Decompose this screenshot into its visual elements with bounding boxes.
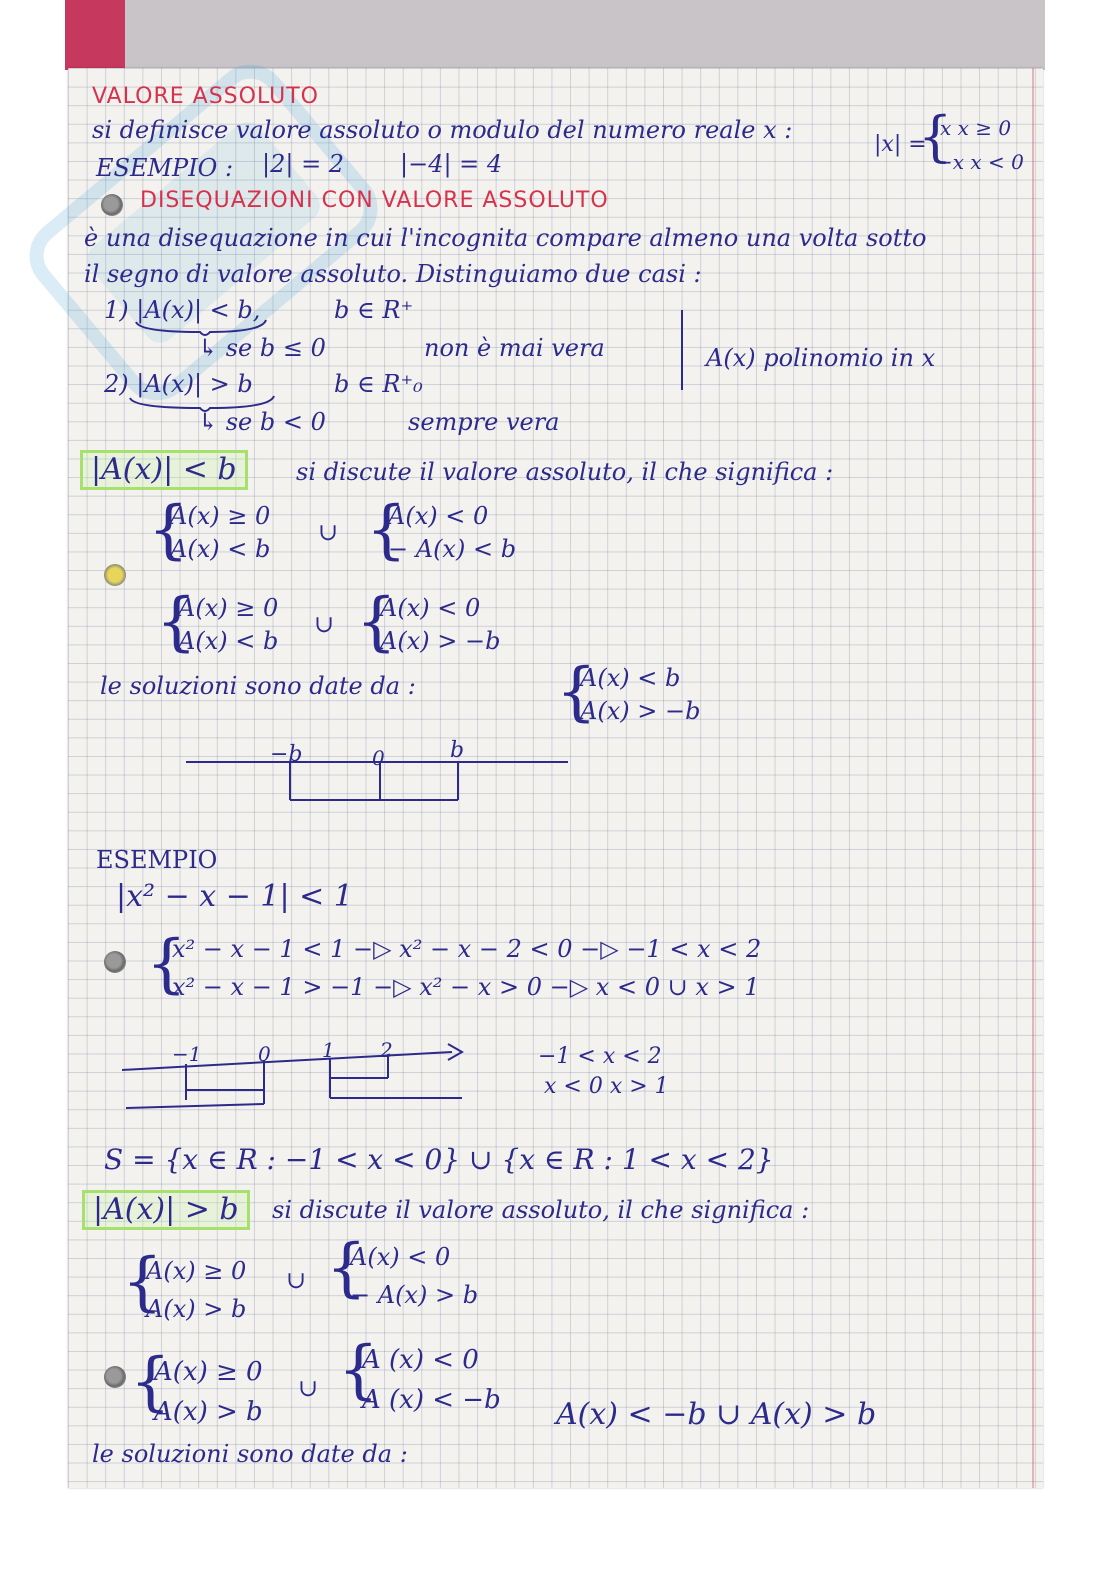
page-title: VALORE ASSOLUTO: [92, 84, 319, 109]
example-label: ESEMPIO :: [96, 154, 234, 182]
system-row: A(x) < b: [580, 664, 681, 692]
case-1: 1) |A(x)| < b,: [104, 296, 261, 324]
union-symbol: ∪: [318, 518, 339, 546]
axis-label: 0: [258, 1042, 271, 1066]
system-row: A(x) > −b: [580, 697, 701, 725]
system-row: A(x) < 0: [380, 594, 481, 622]
case-2-note-result: sempre vera: [408, 408, 560, 436]
brace-icon: {: [356, 585, 397, 659]
abs-definition-case1: x x ≥ 0: [940, 116, 1012, 140]
brace-icon: {: [156, 585, 197, 659]
case-1-note: ↳ se b ≤ 0: [198, 334, 326, 362]
polynomial-note: A(x) polinomio in x: [706, 344, 936, 372]
union-symbol: ∪: [314, 610, 335, 638]
system-row: − A(x) > b: [350, 1281, 479, 1309]
underbrace-line: [130, 396, 274, 411]
union-symbol: ∪: [286, 1266, 307, 1294]
brace-icon: {: [146, 927, 187, 1001]
union-symbol: ∪: [298, 1374, 319, 1402]
system-row: A(x) ≥ 0: [146, 1257, 247, 1285]
highlight-box-less: |A(x)| < b: [80, 450, 248, 490]
axis-label: 1: [322, 1038, 335, 1062]
paragraph-line: il segno di valore assoluto. Distinguiamo due casi :: [84, 260, 702, 288]
section-heading: DISEQUAZIONI CON VALORE ASSOLUTO: [140, 188, 609, 213]
system-row: A(x) < 0: [350, 1243, 451, 1271]
case-2-note: ↳ se b < 0: [198, 408, 326, 436]
result-expression: A(x) < −b ∪ A(x) > b: [556, 1397, 877, 1432]
description-text: si discute il valore assoluto, il che significa :: [296, 458, 834, 486]
system-row: A(x) < b: [178, 627, 279, 655]
axis-label: −1: [172, 1042, 202, 1066]
brace-icon: {: [130, 1345, 171, 1419]
system-row: x² − x − 1 > −1 −▷ x² − x > 0 −▷ x < 0 ∪ x > 1: [172, 973, 760, 1001]
axis-label: 2: [380, 1038, 393, 1062]
underbrace-line: [136, 320, 266, 335]
brace-icon: {: [148, 493, 189, 567]
system-row: A(x) ≥ 0: [178, 594, 279, 622]
brace-icon: {: [122, 1245, 163, 1319]
system-row: A(x) > −b: [380, 627, 501, 655]
example-value: |−4| = 4: [400, 150, 503, 178]
system-row: A(x) < 0: [388, 502, 489, 530]
axis-label: 0: [372, 746, 385, 770]
system-row: A (x) < −b: [362, 1385, 501, 1415]
brace-icon: {: [338, 1333, 379, 1407]
solution-set: S = {x ∈ R : −1 < x < 0} ∪ {x ∈ R : 1 < x < 2}: [104, 1143, 774, 1176]
system-row: A(x) > b: [154, 1397, 263, 1427]
system-row: A(x) < b: [170, 535, 271, 563]
interval-line: [126, 1104, 264, 1108]
paragraph-line: è una disequazione in cui l'incognita compare almeno una volta sotto: [84, 224, 927, 252]
example-label: ESEMPIO: [96, 846, 218, 874]
abs-definition-case2: −x x < 0: [936, 150, 1024, 174]
brace-icon: {: [556, 655, 597, 729]
side-note: −1 < x < 2: [538, 1044, 662, 1069]
side-note: x < 0 x > 1: [544, 1074, 669, 1099]
number-line: [122, 1052, 452, 1070]
solutions-text: le soluzioni sono date da :: [100, 672, 416, 700]
case-2: 2) |A(x)| > b: [104, 370, 253, 398]
case-1-note-result: non è mai vera: [424, 334, 605, 362]
axis-label: b: [450, 738, 465, 763]
example-inequality: |x² − x − 1| < 1: [116, 879, 353, 914]
axis-label: −b: [270, 742, 303, 767]
system-row: A(x) ≥ 0: [170, 502, 271, 530]
highlight-box-greater: |A(x)| > b: [82, 1190, 250, 1230]
description-text: si discute il valore assoluto, il che significa :: [272, 1196, 810, 1224]
system-row: A(x) > b: [146, 1295, 247, 1323]
case-1-domain: b ∈ R⁺: [334, 296, 414, 324]
system-row: − A(x) < b: [388, 535, 517, 563]
brace-icon: {: [918, 105, 953, 168]
brace-icon: {: [366, 493, 407, 567]
case-2-domain: b ∈ R⁺₀: [334, 370, 423, 398]
system-row: A(x) ≥ 0: [154, 1357, 263, 1387]
system-row: x² − x − 1 < 1 −▷ x² − x − 2 < 0 −▷ −1 < x < 2: [172, 935, 762, 963]
abs-definition-lhs: |x| =: [874, 132, 927, 157]
example-value: |2| = 2: [262, 150, 345, 178]
brace-icon: {: [326, 1231, 367, 1305]
system-row: A (x) < 0: [362, 1345, 479, 1375]
solutions-text: le soluzioni sono date da :: [92, 1440, 408, 1468]
definition-text: si definisce valore assoluto o modulo del numero reale x :: [92, 116, 793, 144]
